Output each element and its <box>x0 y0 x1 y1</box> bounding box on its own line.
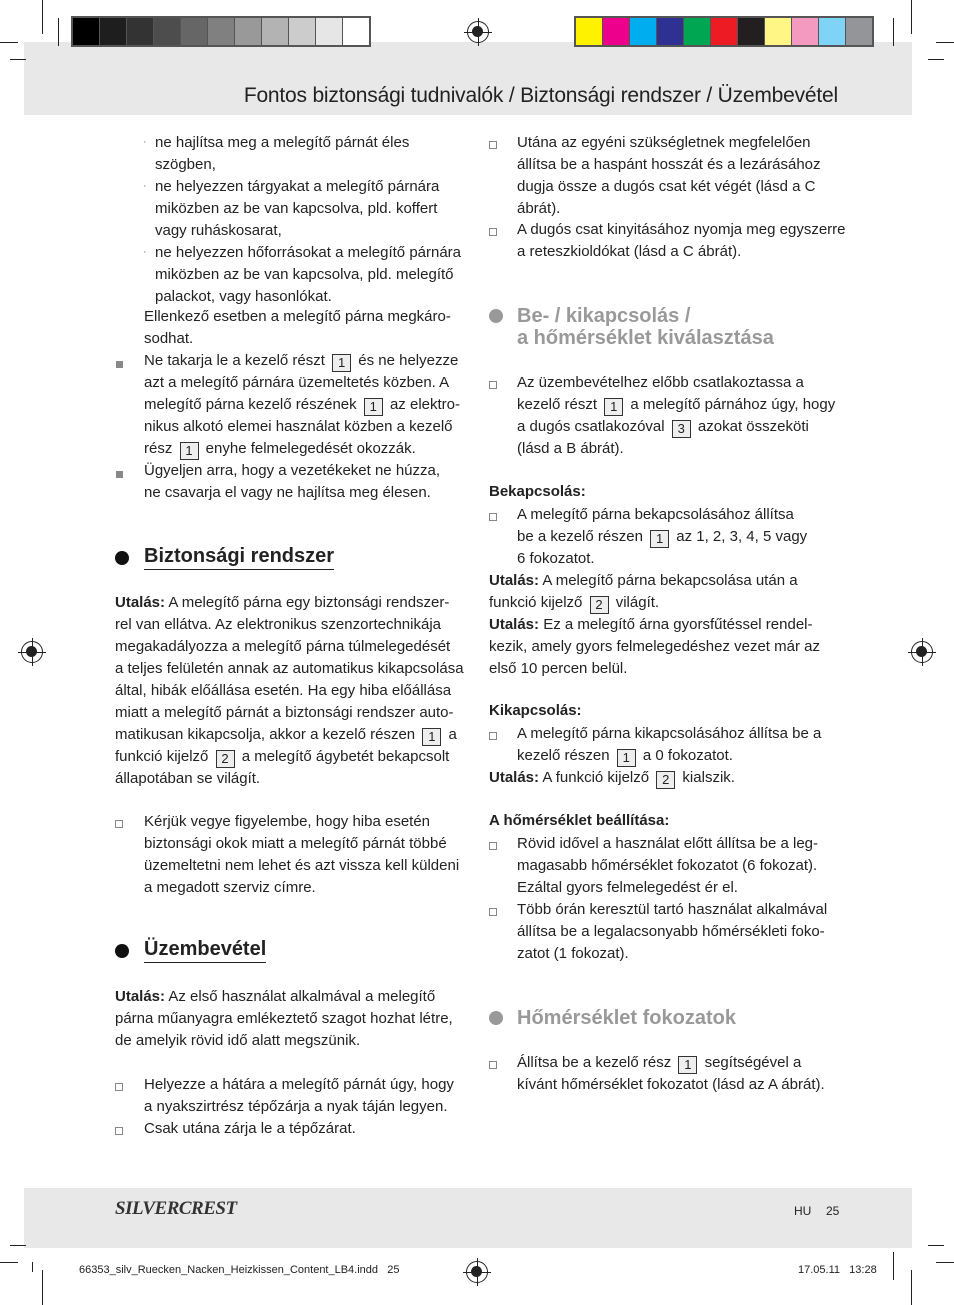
text-line: ábrát). <box>517 200 561 217</box>
text-line: kívánt hőmérséklet fokozatot (lásd az A ábrát). <box>517 1076 825 1093</box>
registration-mark-icon <box>911 641 933 663</box>
text-line: ne helyezzen hőforrásokat a melegítő párnára <box>155 244 462 261</box>
part-reference-box: 2 <box>216 750 235 768</box>
color-swatch <box>738 18 764 45</box>
text-line: Ügyeljen arra, hogy a vezetékeket ne húzza, <box>144 462 441 479</box>
text-line: miközben az be van kapcsolva, pld. koffert <box>155 200 438 217</box>
dash-item <box>155 132 409 176</box>
part-reference-box: 1 <box>678 1056 697 1074</box>
text-line: Kérjük vegye figyelembe, hogy hiba esetén <box>144 813 431 830</box>
crop-mark <box>936 42 954 43</box>
text-line: sodhat. <box>144 330 194 347</box>
text-line: de amelyik rövid idő alatt megszünik. <box>115 1032 361 1049</box>
color-bar <box>574 16 874 47</box>
part-reference-box: 1 <box>422 728 441 746</box>
text-line: Rövid idővel a használat előtt állítsa be a leg- <box>517 835 819 852</box>
square-bullet-icon <box>116 471 123 478</box>
crop-mark <box>893 1252 894 1280</box>
crop-mark <box>928 59 944 60</box>
checkbox-bullet-icon <box>489 842 497 850</box>
crop-mark <box>911 0 912 34</box>
color-swatch <box>603 18 629 45</box>
on-note <box>489 614 820 680</box>
part-reference-box: 1 <box>604 398 623 416</box>
connect-item <box>517 372 835 460</box>
part-reference-box: 1 <box>332 354 351 372</box>
buckle-item <box>517 219 846 263</box>
checkbox-bullet-icon <box>489 732 497 740</box>
text-line: dugja össze a dugós csat két végét (lásd a C <box>517 178 816 195</box>
color-swatch <box>711 18 737 45</box>
heading-bullet-icon <box>115 944 129 958</box>
text-line: szögben, <box>155 156 216 173</box>
belt-item <box>517 132 821 220</box>
text-line: a teljes felületén annak az automatikus kikapcsolása <box>115 660 464 677</box>
note-label: Utalás: <box>115 988 166 1005</box>
text-line: a reteszkioldókat (lásd a C ábrát). <box>517 243 742 260</box>
color-swatch <box>316 18 342 45</box>
part-reference-box: 1 <box>617 749 636 767</box>
text-line: kezelő részt 1 a melegítő párnához úgy, hogy <box>517 396 836 414</box>
page-number: 25 <box>826 1204 840 1218</box>
dash-item <box>155 176 439 242</box>
text-line: Ellenkező esetben a melegítő párna megkáro- <box>144 308 451 325</box>
subheading-on: Bekapcsolás: <box>489 483 586 500</box>
part-reference-box: 1 <box>180 442 199 460</box>
off-note <box>489 767 735 789</box>
section-heading-levels: Hőmérséklet fokozatok <box>517 1007 736 1029</box>
text-line: Az üzembevételhez előbb csatlakoztassa a <box>517 374 804 391</box>
text-line: Állítsa be a kezelő rész 1 segítségével a <box>517 1054 802 1072</box>
on-note <box>489 570 798 614</box>
text-line: miközben az be van kapcsolva, pld. melegítő <box>155 266 454 283</box>
warning-item <box>144 350 460 460</box>
part-reference-box: 2 <box>590 596 609 614</box>
dash-bullet: · <box>143 180 147 192</box>
text-line: (lásd a B ábrát). <box>517 440 624 457</box>
startup-item <box>144 1118 356 1140</box>
safety-item <box>144 811 459 899</box>
section-heading-safety: Biztonsági rendszer <box>144 545 334 570</box>
levels-item <box>517 1052 825 1096</box>
text-line: A melegítő párna bekapcsolásához állítsa <box>517 506 794 523</box>
heading-bullet-icon <box>489 1011 503 1025</box>
dash-bullet: · <box>143 246 147 258</box>
grayscale-color-bar <box>71 16 371 47</box>
text-line: Utalás: A funkció kijelző 2 kialszik. <box>489 769 735 787</box>
checkbox-bullet-icon <box>489 228 497 236</box>
off-item <box>517 723 821 767</box>
text-line: állapotában se világít. <box>115 770 261 787</box>
text-line: ne helyezzen tárgyakat a melegítő párnára <box>155 178 440 195</box>
crop-mark <box>911 1270 912 1305</box>
part-reference-box: 3 <box>672 420 691 438</box>
text-line: palackot, vagy hasonlókat. <box>155 288 332 305</box>
color-swatch <box>235 18 261 45</box>
text-line: zatot (1 fokozat). <box>517 945 629 962</box>
square-bullet-icon <box>116 361 123 368</box>
text-line: ne csavarja el vagy ne hajlítsa meg élesen. <box>144 484 431 501</box>
color-swatch <box>657 18 683 45</box>
dash-bullet: · <box>143 136 147 148</box>
section-heading-startup: Üzembevétel <box>144 938 266 963</box>
text-line: A melegítő párna kikapcsolásához állítsa be a <box>517 725 822 742</box>
startup-note <box>115 986 453 1052</box>
text-line: állítsa be a haspánt hosszát és a lezárásához <box>517 156 821 173</box>
color-swatch <box>343 18 369 45</box>
text-line: ne hajlítsa meg a melegítő párnát éles <box>155 134 410 151</box>
color-swatch <box>684 18 710 45</box>
text-line: Utalás: Ez a melegítő árna gyorsfűtéssel rendel- <box>489 616 813 633</box>
text-line: funkció kijelző 2 világít. <box>489 594 660 612</box>
page-title: Fontos biztonsági tudnivalók / Biztonsági rendszer / Üzembevétel <box>243 84 838 107</box>
color-swatch <box>846 18 872 45</box>
text-line: Be- / kikapcsolás / <box>517 305 691 327</box>
text-line: biztonsági okok miatt a melegítő párnát többé <box>144 835 447 852</box>
color-swatch <box>819 18 845 45</box>
on-item <box>517 504 807 570</box>
text-line: üzemeltetni nem lehet és azt vissza kell küldeni <box>144 857 460 874</box>
text-line: kezik, amely gyors felmelegedéshez vezet már az <box>489 638 820 655</box>
checkbox-bullet-icon <box>489 381 497 389</box>
subheading-temperature: A hőmérséklet beállítása: <box>489 812 670 829</box>
color-swatch <box>181 18 207 45</box>
note-label: Utalás: <box>489 572 540 589</box>
text-line: A dugós csat kinyitásához nyomja meg egyszerre <box>517 221 846 238</box>
text-line: által, hibák előállása esetén. Ha egy hiba előállása <box>115 682 452 699</box>
temp-item <box>517 899 827 965</box>
subheading-off: Kikapcsolás: <box>489 702 582 719</box>
safety-note <box>115 592 464 790</box>
text-line: vagy ruháskosarat, <box>155 222 282 239</box>
crop-mark <box>936 1262 954 1263</box>
text-line: nikus alkotó elemei használat közben a kezelő <box>144 418 453 435</box>
part-reference-box: 1 <box>364 398 383 416</box>
text-line: Több órán keresztül tartó használat alkalmával <box>517 901 828 918</box>
warning-item <box>144 460 440 504</box>
text-line: be a kezelő részen 1 az 1, 2, 3, 4, 5 vagy <box>517 528 808 546</box>
color-swatch <box>262 18 288 45</box>
text-line: párna műanyagra emlékeztető szagot hozhat létre, <box>115 1010 453 1027</box>
text-line: Utalás: A melegítő párna egy biztonsági rendszer- <box>115 594 450 611</box>
color-swatch <box>154 18 180 45</box>
language-code: HU <box>794 1204 812 1218</box>
text-line: Ne takarja le a kezelő részt 1 és ne helyezze <box>144 352 459 370</box>
print-date: 17.05.11 13:28 <box>798 1264 877 1276</box>
crop-mark <box>0 42 18 43</box>
text-line: kezelő részen 1 a 0 fokozatot. <box>517 747 733 765</box>
crop-mark <box>10 1245 26 1246</box>
crop-mark <box>928 1245 944 1246</box>
text-line: 6 fokozatot. <box>517 550 595 567</box>
text-line: azt a melegítő párnára üzemeltetés közben. A <box>144 374 450 391</box>
color-swatch <box>765 18 791 45</box>
crop-mark <box>58 18 59 46</box>
text-line: a hőmérséklet kiválasztása <box>517 327 774 349</box>
checkbox-bullet-icon <box>115 820 123 828</box>
text-line: Csak utána zárja le a tépőzárat. <box>144 1120 356 1137</box>
note-label: Utalás: <box>489 616 540 633</box>
heading-bullet-icon <box>489 309 503 323</box>
checkbox-bullet-icon <box>489 908 497 916</box>
color-swatch <box>576 18 602 45</box>
section-heading-onoff <box>517 305 774 349</box>
crop-mark <box>893 18 894 46</box>
text-line: rel van ellátva. Az elektronikus szenzortechnikája <box>115 616 442 633</box>
text-line: első 10 percen belül. <box>489 660 628 677</box>
checkbox-bullet-icon <box>489 1061 497 1069</box>
text-line: matikusan kikapcsolja, akkor a kezelő részen 1 a <box>115 726 457 744</box>
text-line: a megadott szerviz címre. <box>144 879 316 896</box>
text-line: Helyezze a hátára a melegítő párnát úgy, hogy <box>144 1076 454 1093</box>
text-line: a dugós csatlakozóval 3 azokat összeköti <box>517 418 809 436</box>
registration-mark-icon <box>467 21 489 43</box>
startup-item <box>144 1074 454 1118</box>
text-line: miatt a melegítő párnát a biztonsági rendszer auto- <box>115 704 454 721</box>
text-line: a nyakszirtrész tépőzárja a nyak táján legyen. <box>144 1098 448 1115</box>
color-swatch <box>100 18 126 45</box>
text-line: állítsa be a legalacsonyabb hőmérsékleti foko- <box>517 923 825 940</box>
crop-mark <box>32 1262 33 1272</box>
color-swatch <box>208 18 234 45</box>
heading-bullet-icon <box>115 551 129 565</box>
text-line: funkció kijelző 2 a melegítő ágybetét bekapcsolt <box>115 748 450 766</box>
text-line: Utalás: A melegítő párna bekapcsolása után a <box>489 572 798 589</box>
checkbox-bullet-icon <box>115 1127 123 1135</box>
text-line: Ezáltal gyors felmelegedést ér el. <box>517 879 738 896</box>
part-reference-box: 1 <box>650 530 669 548</box>
text-line: rész 1 enyhe felmelegedését okozzák. <box>144 440 416 458</box>
text-line: megakadályozza a melegítő párna túlmelegedését <box>115 638 451 655</box>
crop-mark <box>0 1262 18 1263</box>
color-swatch <box>792 18 818 45</box>
color-swatch <box>73 18 99 45</box>
crop-mark <box>42 0 43 34</box>
checkbox-bullet-icon <box>489 513 497 521</box>
brand-logo: SILVERCREST <box>115 1198 237 1219</box>
checkbox-bullet-icon <box>115 1083 123 1091</box>
note-label: Utalás: <box>489 769 540 786</box>
warning-consequence <box>144 306 451 350</box>
registration-mark-icon <box>466 1261 488 1283</box>
note-label: Utalás: <box>115 594 166 611</box>
color-swatch <box>630 18 656 45</box>
text-line: magasabb hőmérséklet fokozatot (6 fokozat). <box>517 857 818 874</box>
crop-mark <box>42 1270 43 1305</box>
registration-mark-icon <box>21 641 43 663</box>
color-swatch <box>127 18 153 45</box>
file-slug: 66353_silv_Ruecken_Nacken_Heizkissen_Content_LB4.indd 25 <box>79 1264 400 1276</box>
temp-item <box>517 833 818 899</box>
crop-mark <box>10 59 26 60</box>
color-swatch <box>289 18 315 45</box>
part-reference-box: 2 <box>656 771 675 789</box>
checkbox-bullet-icon <box>489 141 497 149</box>
text-line: melegítő párna kezelő részének 1 az elektro- <box>144 396 460 414</box>
text-line: Utalás: Az első használat alkalmával a melegítő <box>115 988 436 1005</box>
dash-item <box>155 242 461 308</box>
text-line: Utána az egyéni szükségletnek megfelelően <box>517 134 811 151</box>
